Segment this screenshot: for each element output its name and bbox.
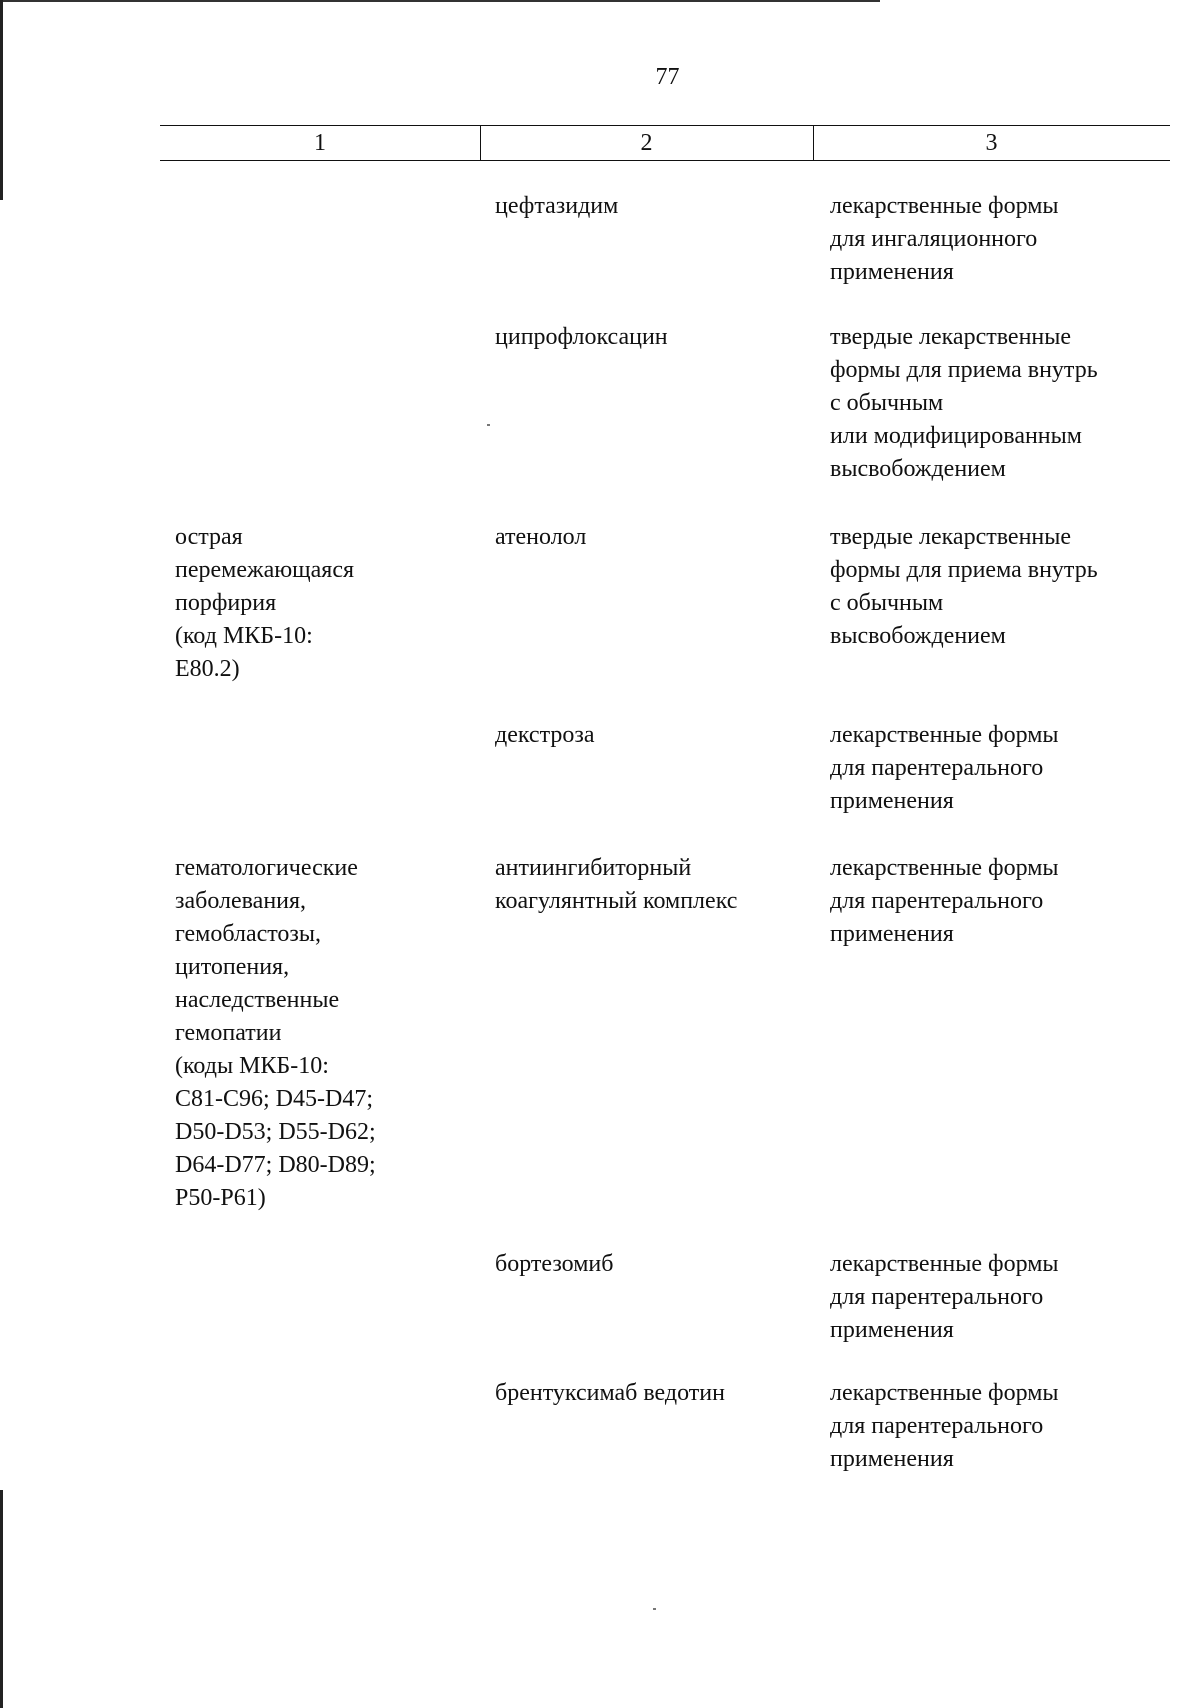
- row-3-form: лекарственные формы для парентерального применения: [830, 722, 1059, 814]
- header-col-3: 3: [985, 130, 998, 156]
- row-4-disease: гематологические заболевания, гемобластозы, цитопения, наследственные гемопатии (коды МКБ-10: C81-C96; D45-D47; D50-D53; D55-D62; D64-D77; D80-D89; P50-P61): [175, 855, 376, 1211]
- scan-edge-left-bottom: [0, 1490, 3, 1708]
- row-2-disease: острая перемежающаяся порфирия (код МКБ-10: Е80.2): [175, 524, 355, 682]
- scan-edge-left: [0, 0, 3, 200]
- header-col-1: 1: [314, 130, 326, 156]
- row-1-drug: ципрофлоксацин: [495, 324, 668, 350]
- row-6-drug: брентуксимаб ведотин: [495, 1380, 725, 1406]
- page-number: 77: [655, 64, 680, 90]
- row-1-form: твердые лекарственные формы для приема внутрь с обычным или модифицированным высвобождением: [830, 324, 1098, 482]
- row-0-drug: цефтазидим: [495, 193, 619, 219]
- row-6-form: лекарственные формы для парентерального применения: [830, 1380, 1059, 1472]
- row-5-drug: бортезомиб: [495, 1251, 614, 1277]
- row-4-form: лекарственные формы для парентерального применения: [830, 855, 1059, 947]
- row-2-drug: атенолол: [495, 524, 587, 550]
- table-header: [160, 125, 1170, 161]
- scan-speck: [487, 424, 490, 426]
- scan-edge-top: [0, 0, 880, 2]
- row-5-form: лекарственные формы для парентерального применения: [830, 1251, 1059, 1343]
- scan-speck: [653, 1608, 656, 1610]
- header-col-2: 2: [640, 130, 653, 156]
- row-0-form: лекарственные формы для ингаляционного применения: [830, 193, 1059, 285]
- row-4-drug: антиингибиторный коагулянтный комплекс: [495, 855, 738, 914]
- row-3-drug: декстроза: [495, 722, 595, 748]
- row-2-form: твердые лекарственные формы для приема внутрь с обычным высвобождением: [830, 524, 1098, 649]
